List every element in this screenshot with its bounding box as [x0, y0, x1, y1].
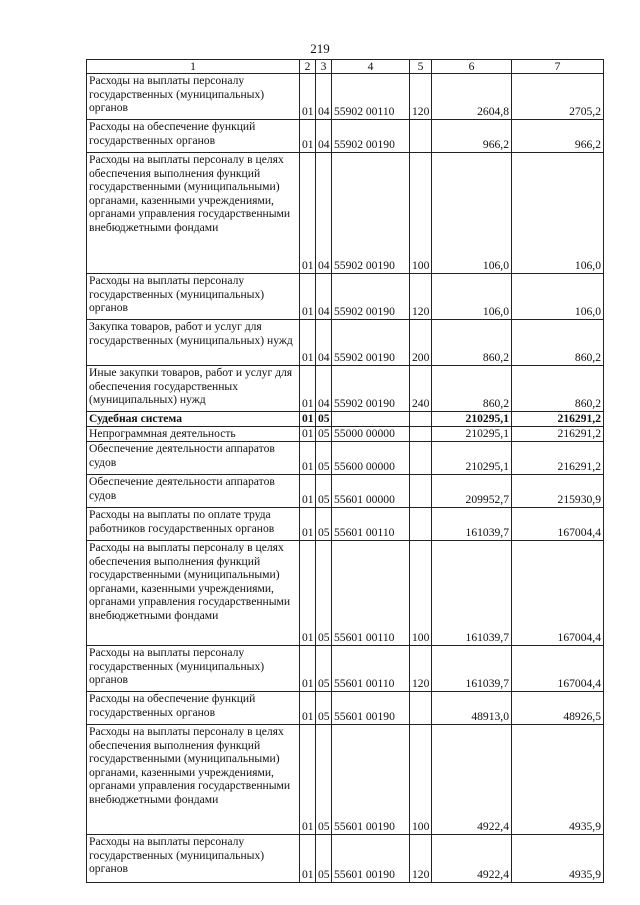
amount-year2-cell: 4935,9	[512, 835, 604, 883]
section-code-cell: 04	[316, 320, 332, 366]
row-name-cell: Расходы на обеспечение функций государственных органов	[87, 120, 300, 153]
section-code-cell: 05	[316, 646, 332, 692]
section-code-cell: 05	[316, 725, 332, 835]
expense-type-code-cell	[410, 508, 432, 541]
table-row	[87, 120, 604, 153]
section-code-cell: 04	[316, 366, 332, 412]
expense-type-code-cell	[410, 120, 432, 153]
target-article-code-cell: 55902 00190	[332, 274, 410, 320]
section-code-cell: 04	[316, 74, 332, 120]
amount-year2-cell: 167004,4	[512, 646, 604, 692]
chapter-code-cell: 01	[300, 541, 316, 646]
amount-year2-cell: 48926,5	[512, 692, 604, 725]
expense-type-code-cell: 200	[410, 320, 432, 366]
amount-year1-cell: 860,2	[432, 366, 512, 412]
chapter-code-cell: 01	[300, 475, 316, 508]
amount-year1-cell: 4922,4	[432, 835, 512, 883]
target-article-code-cell: 55600 00000	[332, 442, 410, 475]
row-name-cell: Расходы на выплаты персоналу государственных (муниципальных) органов	[87, 74, 300, 120]
row-name-cell: Расходы на выплаты персоналу государственных (муниципальных) органов	[87, 274, 300, 320]
amount-year1-cell: 210295,1	[432, 442, 512, 475]
chapter-code-cell: 01	[300, 274, 316, 320]
amount-year1-cell: 48913,0	[432, 692, 512, 725]
row-name-cell: Обеспечение деятельности аппаратов судов	[87, 475, 300, 508]
chapter-code-cell: 01	[300, 320, 316, 366]
table-row	[87, 274, 604, 320]
row-name-cell: Расходы на выплаты персоналу государственных (муниципальных) органов	[87, 646, 300, 692]
table-row	[87, 475, 604, 508]
amount-year1-cell: 966,2	[432, 120, 512, 153]
header-cell: 2	[300, 60, 316, 74]
expense-type-code-cell	[410, 475, 432, 508]
target-article-code-cell: 55601 00190	[332, 725, 410, 835]
header-row	[87, 60, 604, 74]
table-row	[87, 320, 604, 366]
amount-year1-cell: 161039,7	[432, 541, 512, 646]
expense-type-code-cell: 120	[410, 74, 432, 120]
amount-year2-cell: 216291,2	[512, 427, 604, 442]
amount-year1-cell: 860,2	[432, 320, 512, 366]
header-cell: 7	[512, 60, 604, 74]
amount-year1-cell: 2604,8	[432, 74, 512, 120]
expense-type-code-cell: 240	[410, 366, 432, 412]
target-article-code-cell: 55601 00000	[332, 475, 410, 508]
target-article-code-cell: 55902 00190	[332, 320, 410, 366]
row-name-cell: Расходы на выплаты по оплате труда работников государственных органов	[87, 508, 300, 541]
table-row	[87, 725, 604, 835]
amount-year1-cell: 106,0	[432, 153, 512, 274]
expense-type-code-cell	[410, 427, 432, 442]
chapter-code-cell: 01	[300, 366, 316, 412]
target-article-code-cell: 55000 00000	[332, 427, 410, 442]
table-row	[87, 412, 604, 427]
chapter-code-cell: 01	[300, 508, 316, 541]
expense-type-code-cell	[410, 692, 432, 725]
section-code-cell: 04	[316, 274, 332, 320]
amount-year2-cell: 216291,2	[512, 442, 604, 475]
target-article-code-cell: 55902 00190	[332, 153, 410, 274]
target-article-code-cell: 55601 00110	[332, 508, 410, 541]
section-code-cell: 05	[316, 835, 332, 883]
amount-year2-cell: 4935,9	[512, 725, 604, 835]
expense-type-code-cell	[410, 412, 432, 427]
amount-year2-cell: 966,2	[512, 120, 604, 153]
section-code-cell: 05	[316, 427, 332, 442]
section-code-cell: 05	[316, 692, 332, 725]
target-article-code-cell	[332, 412, 410, 427]
table-row	[87, 153, 604, 274]
amount-year1-cell: 210295,1	[432, 412, 512, 427]
header-cell: 4	[332, 60, 410, 74]
chapter-code-cell: 01	[300, 835, 316, 883]
chapter-code-cell: 01	[300, 412, 316, 427]
section-code-cell: 05	[316, 475, 332, 508]
header-cell: 1	[87, 60, 300, 74]
row-name-cell: Иные закупки товаров, работ и услуг для обеспечения государственных (муниципальных) нужд	[87, 366, 300, 412]
table-row	[87, 442, 604, 475]
target-article-code-cell: 55902 00190	[332, 366, 410, 412]
table-row	[87, 835, 604, 883]
expense-type-code-cell: 120	[410, 835, 432, 883]
target-article-code-cell: 55902 00110	[332, 74, 410, 120]
target-article-code-cell: 55601 00190	[332, 692, 410, 725]
target-article-code-cell: 55601 00110	[332, 646, 410, 692]
section-code-cell: 04	[316, 153, 332, 274]
row-name-cell: Расходы на обеспечение функций государственных органов	[87, 692, 300, 725]
section-code-cell: 05	[316, 508, 332, 541]
table-row	[87, 427, 604, 442]
row-name-cell: Судебная система	[87, 412, 300, 427]
amount-year1-cell: 210295,1	[432, 427, 512, 442]
amount-year2-cell: 216291,2	[512, 412, 604, 427]
amount-year2-cell: 860,2	[512, 320, 604, 366]
header-cell: 3	[316, 60, 332, 74]
row-name-cell: Расходы на выплаты персоналу в целях обеспечения выполнения функций государственными (муниципальными) органами, казенными учреждениями, органами управления государственными внебюджетными фондами	[87, 153, 300, 274]
row-name-cell: Непрограммная деятельность	[87, 427, 300, 442]
chapter-code-cell: 01	[300, 442, 316, 475]
table-row	[87, 646, 604, 692]
target-article-code-cell: 55601 00190	[332, 835, 410, 883]
expense-type-code-cell: 100	[410, 153, 432, 274]
chapter-code-cell: 01	[300, 120, 316, 153]
amount-year2-cell: 106,0	[512, 274, 604, 320]
table-row	[87, 508, 604, 541]
amount-year2-cell: 215930,9	[512, 475, 604, 508]
amount-year2-cell: 860,2	[512, 366, 604, 412]
row-name-cell: Расходы на выплаты персоналу в целях обеспечения выполнения функций государственными (муниципальными) органами, казенными учреждениями, органами управления государственными внебюджетными фондами	[87, 725, 300, 835]
table-body	[87, 60, 604, 883]
chapter-code-cell: 01	[300, 646, 316, 692]
header-cell: 6	[432, 60, 512, 74]
section-code-cell: 05	[316, 541, 332, 646]
page-number: 219	[310, 41, 330, 56]
row-name-cell: Расходы на выплаты персоналу в целях обеспечения выполнения функций государственными (муниципальными) органами, казенными учреждениями, органами управления государственными внебюджетными фондами	[87, 541, 300, 646]
section-code-cell: 04	[316, 120, 332, 153]
table-row	[87, 366, 604, 412]
amount-year2-cell: 106,0	[512, 153, 604, 274]
target-article-code-cell: 55902 00190	[332, 120, 410, 153]
section-code-cell: 05	[316, 412, 332, 427]
section-code-cell: 05	[316, 442, 332, 475]
row-name-cell: Обеспечение деятельности аппаратов судов	[87, 442, 300, 475]
chapter-code-cell: 01	[300, 725, 316, 835]
amount-year1-cell: 161039,7	[432, 508, 512, 541]
expense-type-code-cell: 100	[410, 541, 432, 646]
header-cell: 5	[410, 60, 432, 74]
budget-table	[86, 59, 604, 883]
target-article-code-cell: 55601 00110	[332, 541, 410, 646]
amount-year1-cell: 4922,4	[432, 725, 512, 835]
expense-type-code-cell: 100	[410, 725, 432, 835]
amount-year1-cell: 209952,7	[432, 475, 512, 508]
chapter-code-cell: 01	[300, 74, 316, 120]
chapter-code-cell: 01	[300, 153, 316, 274]
amount-year2-cell: 167004,4	[512, 508, 604, 541]
expense-type-code-cell: 120	[410, 646, 432, 692]
amount-year1-cell: 161039,7	[432, 646, 512, 692]
row-name-cell: Закупка товаров, работ и услуг для государственных (муниципальных) нужд	[87, 320, 300, 366]
row-name-cell: Расходы на выплаты персоналу государственных (муниципальных) органов	[87, 835, 300, 883]
amount-year2-cell: 2705,2	[512, 74, 604, 120]
chapter-code-cell: 01	[300, 692, 316, 725]
table-row	[87, 692, 604, 725]
expense-type-code-cell: 120	[410, 274, 432, 320]
amount-year1-cell: 106,0	[432, 274, 512, 320]
amount-year2-cell: 167004,4	[512, 541, 604, 646]
chapter-code-cell: 01	[300, 427, 316, 442]
table-row	[87, 74, 604, 120]
expense-type-code-cell	[410, 442, 432, 475]
table-row	[87, 541, 604, 646]
